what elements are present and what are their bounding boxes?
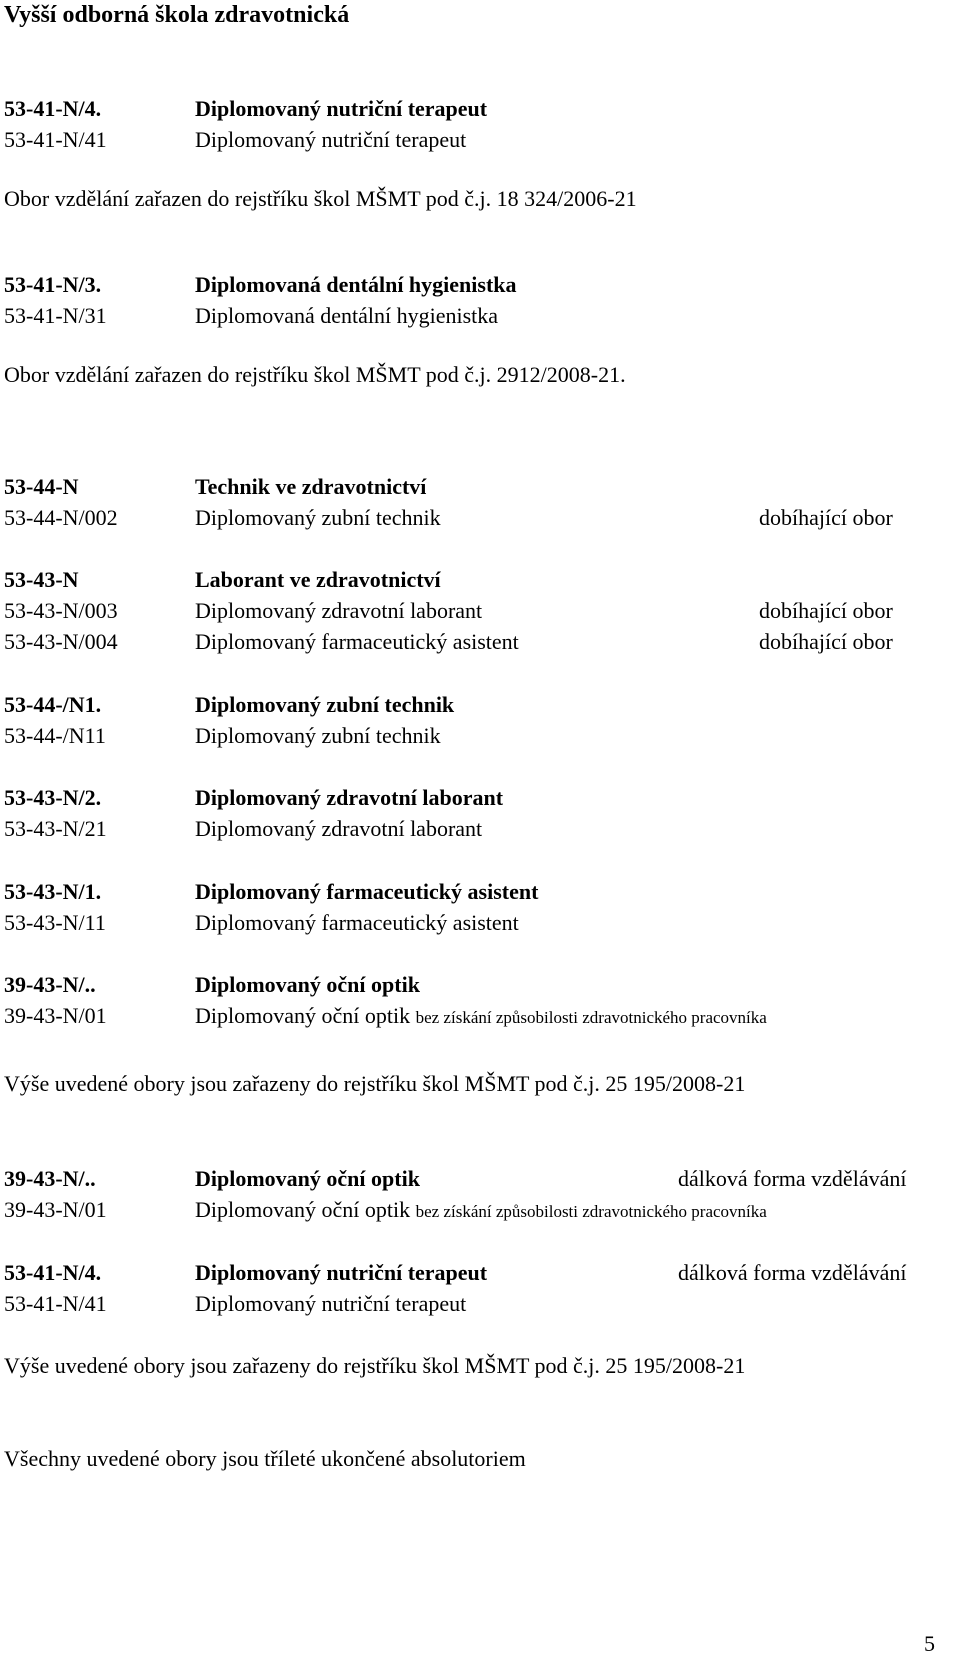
program-code: 39-43-N/01 xyxy=(4,1003,107,1028)
program-name: Technik ve zdravotnictví xyxy=(195,474,427,499)
program-code: 53-44-N/002 xyxy=(4,505,118,530)
program-name: Diplomovaná dentální hygienistka xyxy=(195,272,517,297)
program-name: Diplomovaný farmaceutický asistent xyxy=(195,910,519,935)
program-name: Diplomovaný oční optik xyxy=(195,1166,420,1191)
program-qualifier: bez získání způsobilosti zdravotnického pracovníka xyxy=(415,1008,767,1027)
program-name: Diplomovaný nutriční terapeut xyxy=(195,127,467,152)
program-code: 39-43-N/.. xyxy=(4,1166,96,1191)
program-code: 53-43-N/1. xyxy=(4,879,102,904)
program-name: Diplomovaný nutriční terapeut xyxy=(195,1291,467,1316)
program-qualifier: bez získání způsobilosti zdravotnického pracovníka xyxy=(415,1202,767,1221)
program-code: 39-43-N/.. xyxy=(4,972,96,997)
program-code: 53-41-N/3. xyxy=(4,272,102,297)
program-code: 53-41-N/41 xyxy=(4,1291,107,1316)
program-name: Diplomovaný oční optik bez získání způsobilosti zdravotnického pracovníka xyxy=(195,1197,767,1222)
program-code: 53-41-N/4. xyxy=(4,96,102,121)
program-code: 53-44-/N11 xyxy=(4,723,106,748)
program-code: 53-44-/N1. xyxy=(4,692,102,717)
program-code: 53-41-N/4. xyxy=(4,1260,102,1285)
program-code: 53-43-N/21 xyxy=(4,816,107,841)
program-status: dálková forma vzdělávání xyxy=(678,1166,907,1191)
program-name: Diplomovaný farmaceutický asistent xyxy=(195,879,539,904)
document-title: Vyšší odborná škola zdravotnická xyxy=(4,2,350,28)
program-code: 53-43-N/2. xyxy=(4,785,102,810)
page-number: 5 xyxy=(924,1631,935,1656)
program-name: Diplomovaný zubní technik xyxy=(195,723,441,748)
program-name: Diplomovaný oční optik xyxy=(195,972,420,997)
program-code: 53-43-N/11 xyxy=(4,910,106,935)
program-name: Diplomovaný farmaceutický asistent xyxy=(195,629,519,654)
program-status: dobíhající obor xyxy=(759,629,893,654)
program-name: Diplomovaný zubní technik xyxy=(195,505,441,530)
program-name: Diplomovaný nutriční terapeut xyxy=(195,96,488,121)
program-name: Diplomovaný zdravotní laborant xyxy=(195,816,483,841)
program-status: dobíhající obor xyxy=(759,598,893,623)
program-name: Diplomovaný nutriční terapeut xyxy=(195,1260,488,1285)
program-name: Diplomovaný zdravotní laborant xyxy=(195,598,483,623)
program-code: 39-43-N/01 xyxy=(4,1197,107,1222)
program-code: 53-43-N/003 xyxy=(4,598,118,623)
program-name: Diplomovaná dentální hygienistka xyxy=(195,303,499,328)
program-name: Diplomovaný oční optik bez získání způsobilosti zdravotnického pracovníka xyxy=(195,1003,767,1028)
program-code: 53-43-N/004 xyxy=(4,629,118,654)
program-code: 53-44-N xyxy=(4,474,79,499)
program-status: dobíhající obor xyxy=(759,505,893,530)
program-code: 53-43-N xyxy=(4,567,79,592)
program-name: Laborant ve zdravotnictví xyxy=(195,567,441,592)
program-code: 53-41-N/31 xyxy=(4,303,107,328)
program-code: 53-41-N/41 xyxy=(4,127,107,152)
program-name: Diplomovaný zdravotní laborant xyxy=(195,785,504,810)
program-name: Diplomovaný zubní technik xyxy=(195,692,455,717)
program-status: dálková forma vzdělávání xyxy=(678,1260,907,1285)
